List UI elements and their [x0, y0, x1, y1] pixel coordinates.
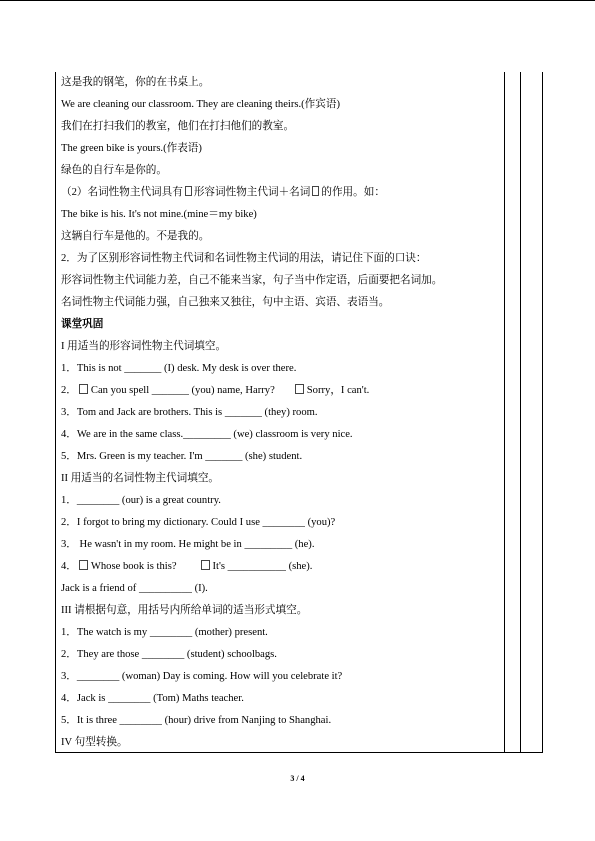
dialog-marker-icon [79, 560, 88, 570]
exercise-item [61, 560, 312, 574]
text-line [61, 186, 385, 200]
exercise-item: 1．________ (our) is a great country. [61, 495, 221, 506]
dialog-marker-icon [295, 384, 304, 394]
text-segment: 形容词性物主代词＋名词 [193, 187, 311, 198]
section-heading: 课堂巩固 [61, 319, 104, 330]
text-segment: Whose book is this? [90, 561, 177, 572]
exercise-item: 5．Mrs. Green is my teacher. I'm _______ (she) student. [61, 451, 303, 462]
column-divider-1 [504, 72, 505, 752]
exercise-heading: II 用适当的名词性物主代词填空。 [61, 473, 220, 484]
text-line: 绿色的自行车是你的。 [61, 165, 167, 176]
text-line: The bike is his. It's not mine.(mine＝my bike) [61, 209, 257, 220]
text-line: 2．为了区别形容词性物主代词和名词性物主代词的用法，请记住下面的口诀： [61, 253, 427, 264]
exercise-heading: IV 句型转换。 [61, 737, 128, 748]
header-rule [0, 0, 595, 1]
exercise-heading: III 请根据句意，用括号内所给单词的适当形式填空。 [61, 605, 308, 616]
exercise-item: 5．It is three ________ (hour) drive from Nanjing to Shanghai. [61, 715, 332, 726]
exercise-item [61, 384, 369, 398]
item-number: 4． [61, 561, 77, 572]
text-line: The green bike is yours.(作表语) [61, 143, 202, 154]
text-segment: （2）名词性物主代词具有 [61, 187, 183, 198]
exercise-item: 3．________ (woman) Day is coming. How will you celebrate it? [61, 671, 343, 682]
text-segment: It's ___________ (she). [212, 561, 313, 572]
exercise-item: 2．They are those ________ (student) schoolbags. [61, 649, 277, 660]
exercise-item: 2．I forgot to bring my dictionary. Could I use ________ (you)? [61, 517, 336, 528]
text-segment: Can you spell _______ (you) name, Harry? [90, 385, 275, 396]
placeholder-box-icon [312, 186, 319, 196]
text-line: 这辆自行车是他的。不是我的。 [61, 231, 210, 242]
exercise-item: 4．Jack is ________ (Tom) Maths teacher. [61, 693, 244, 704]
text-segment: Sorry，I can't. [306, 385, 370, 396]
exercise-item: 4．We are in the same class._________ (we) classroom is very nice. [61, 429, 353, 440]
exercise-item: 1．The watch is my ________ (mother) present. [61, 627, 268, 638]
text-segment: 的作用。如： [321, 187, 385, 198]
column-divider-2 [520, 72, 521, 752]
text-line: We are cleaning our classroom. They are cleaning theirs.(作宾语) [61, 99, 340, 110]
dialog-marker-icon [201, 560, 210, 570]
placeholder-box-icon [185, 186, 192, 196]
text-line: 这是我的钢笔，你的在书桌上。 [61, 77, 210, 88]
item-number: 2． [61, 385, 77, 396]
exercise-item: 3．Tom and Jack are brothers. This is _______ (they) room. [61, 407, 318, 418]
exercise-item: 1．This is not _______ (I) desk. My desk is over there. [61, 363, 297, 374]
text-line: 我们在打扫我们的教室，他们在打扫他们的教室。 [61, 121, 295, 132]
page-number: 3 / 4 [290, 774, 305, 783]
text-line: 名词性物主代词能力强，自己独来又独往，句中主语、宾语、表语当。 [61, 297, 390, 308]
text-line: 形容词性物主代词能力差，自己不能来当家，句子当中作定语，后面要把名词加。 [61, 275, 443, 286]
exercise-item: Jack is a friend of __________ (I). [61, 583, 208, 594]
dialog-marker-icon [79, 384, 88, 394]
exercise-item: 3． He wasn't in my room. He might be in _________ (he). [61, 539, 315, 550]
exercise-heading: I 用适当的形容词性物主代词填空。 [61, 341, 227, 352]
